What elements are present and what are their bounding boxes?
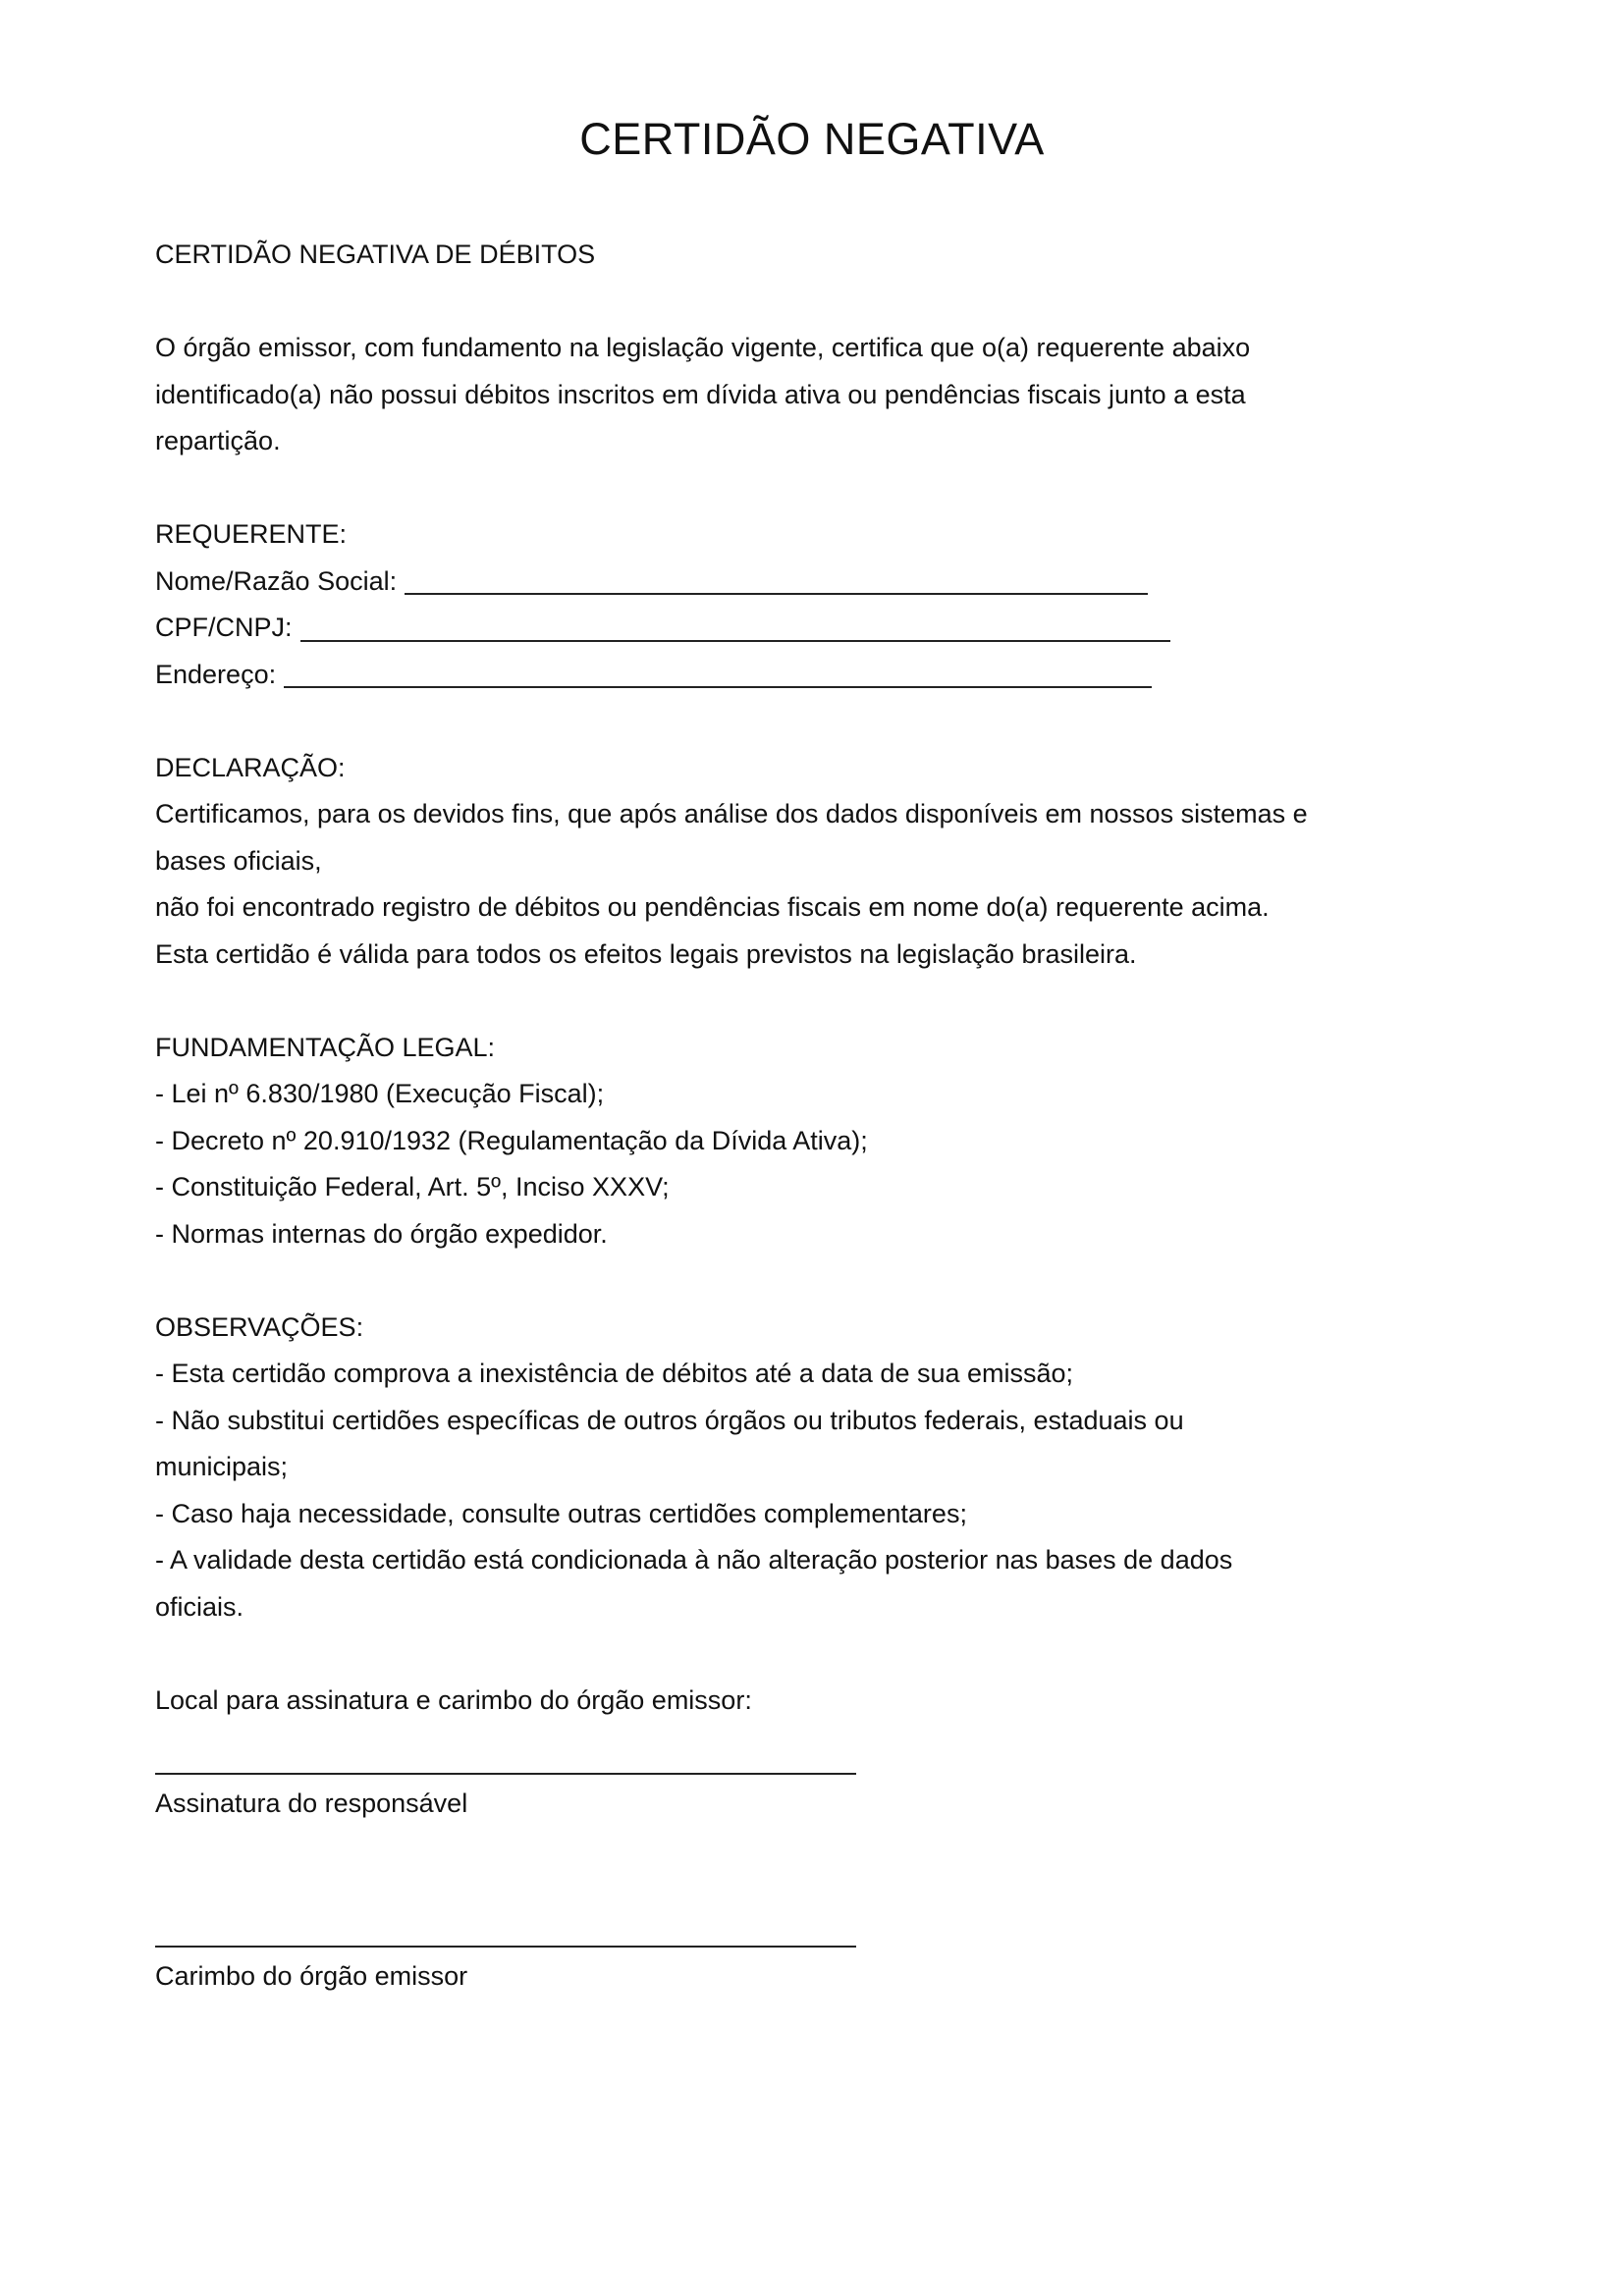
stamp-line — [155, 1946, 856, 1948]
observacoes-heading: OBSERVAÇÕES: — [155, 1311, 364, 1342]
document-title: CERTIDÃO NEGATIVA — [579, 114, 1045, 164]
fundamentacao-line: - Lei nº 6.830/1980 (Execução Fiscal); — [155, 1079, 605, 1108]
fundamentacao-heading: FUNDAMENTAÇÃO LEGAL: — [155, 1032, 496, 1062]
spacer — [155, 1630, 1392, 1678]
requerente-heading: REQUERENTE: — [155, 519, 348, 549]
declaracao-line: Certificamos, para os devidos fins, que após análise dos dados disponíveis em nossos sistemas e — [155, 799, 1308, 828]
spacer — [155, 1257, 1392, 1305]
fundamentacao-line: - Decreto nº 20.910/1932 (Regulamentação da Dívida Ativa); — [155, 1125, 868, 1155]
spacer — [155, 279, 1392, 326]
field-endereco-label: Endereço: — [155, 659, 277, 689]
signature-block-carimbo — [155, 1946, 941, 2001]
declaracao-heading: DECLARAÇÃO: — [155, 752, 346, 782]
declaracao-line: não foi encontrado registro de débitos ou pendências fiscais em nome do(a) requerente acima. — [155, 892, 1270, 922]
declaracao-line: Esta certidão é válida para todos os efeitos legais previstos na legislação brasileira. — [155, 938, 1137, 969]
field-nome-blank — [405, 563, 1148, 595]
field-cpf-cnpj — [155, 605, 1392, 652]
declaracao-line: bases oficiais, — [155, 845, 322, 876]
field-endereco-blank — [284, 657, 1152, 688]
subtitle: CERTIDÃO NEGATIVA DE DÉBITOS — [155, 240, 596, 269]
signature-label: Assinatura do responsável — [155, 1789, 468, 1818]
document-body — [155, 232, 1392, 1724]
spacer — [155, 698, 1392, 745]
field-nome-label: Nome/Razão Social: — [155, 565, 398, 596]
fundamentacao-line: - Normas internas do órgão expedidor. — [155, 1218, 608, 1249]
spacer — [155, 978, 1392, 1025]
fundamentacao-line: - Constituição Federal, Art. 5º, Inciso XXXV; — [155, 1172, 670, 1201]
observacoes-line: - A validade desta certidão está condicionada à não alteração posterior nas bases de dados — [155, 1545, 1233, 1575]
signature-line — [155, 1773, 856, 1775]
field-nome — [155, 559, 1392, 606]
spacer — [155, 465, 1392, 512]
intro-line: identificado(a) não possui débitos inscritos em dívida ativa ou pendências fiscais junto a esta — [155, 379, 1246, 409]
observacoes-line: municipais; — [155, 1452, 289, 1481]
observacoes-line: - Não substitui certidões específicas de outros órgãos ou tributos federais, estaduais ou — [155, 1405, 1184, 1435]
observacoes-line: - Esta certidão comprova a inexistência de débitos até a data de sua emissão; — [155, 1359, 1074, 1388]
field-endereco — [155, 652, 1392, 699]
field-cpf-cnpj-blank — [300, 611, 1170, 642]
observacoes-line: - Caso haja necessidade, consulte outras certidões complementares; — [155, 1498, 967, 1528]
observacoes-line: oficiais. — [155, 1591, 244, 1622]
signature-block-responsavel — [155, 1773, 941, 1828]
signature-prompt: Local para assinatura e carimbo do órgão emissor: — [155, 1684, 752, 1715]
intro-line: O órgão emissor, com fundamento na legislação vigente, certifica que o(a) requerente abaixo — [155, 333, 1251, 362]
intro-line: repartição. — [155, 426, 281, 455]
stamp-label: Carimbo do órgão emissor — [155, 1961, 468, 1991]
field-cpf-cnpj-label: CPF/CNPJ: — [155, 613, 293, 642]
